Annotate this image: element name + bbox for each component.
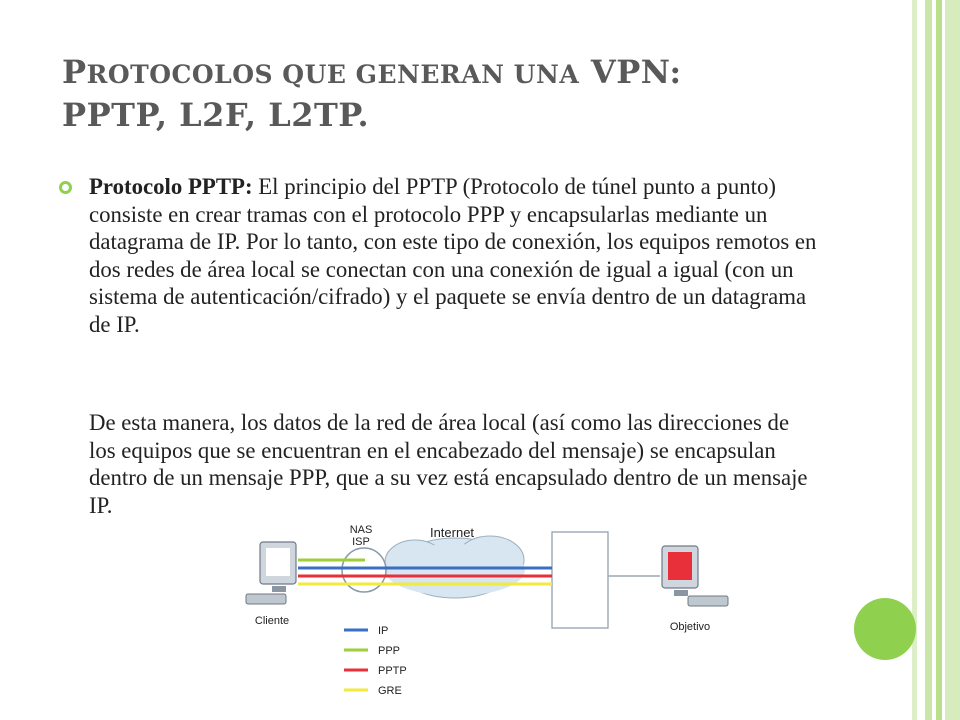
legend-label-pptp: PPTP [378,665,407,677]
decorative-stripes [912,0,960,720]
isp-label: ISP [352,536,370,548]
legend-label-ppp: PPP [378,645,401,657]
bullet-marker [59,181,72,194]
bullet-lead: Protocolo PPTP: [89,174,253,199]
target-computer-icon [662,546,728,606]
nas-label: NAS [349,524,373,536]
bullet-paragraph [89,173,819,339]
diagram-legend [344,625,407,697]
decorative-circle [854,598,916,660]
legend-label-gre: GRE [378,685,402,697]
internet-label: Internet [429,525,475,540]
network-diagram [220,520,780,720]
second-paragraph: De esta manera, los datos de la red de área local (así como las direcciones de los equipos que se encuentran en el encabezado del mensaje) se encapsulan dentro de un mensaje PPP, que a su vez está encapsulado dentro de un mensaje IP. [89,410,808,518]
target-label: Objetivo [669,621,711,633]
slide-title: PROTOCOLOS QUE GENERAN UNA VPN: PPTP, L2F, L2TP. [62,53,682,134]
server-box [552,532,608,628]
legend-label-ip: IP [378,625,389,637]
bullet-text: El principio del PPTP (Protocolo de túnel punto a punto) consiste en crear tramas con el protocolo PPP y encapsularlas mediante un datagrama de IP. Por lo tanto, con este tipo de conexión, los equipos remotos en dos redes de área local se conectan con una conexión de igual a igual (con un sistema de autenticación/cifrado) y el paquete se envía dentro de un datagrama de IP. [89,174,817,337]
client-computer-icon [246,542,296,604]
client-label: Cliente [254,615,290,627]
